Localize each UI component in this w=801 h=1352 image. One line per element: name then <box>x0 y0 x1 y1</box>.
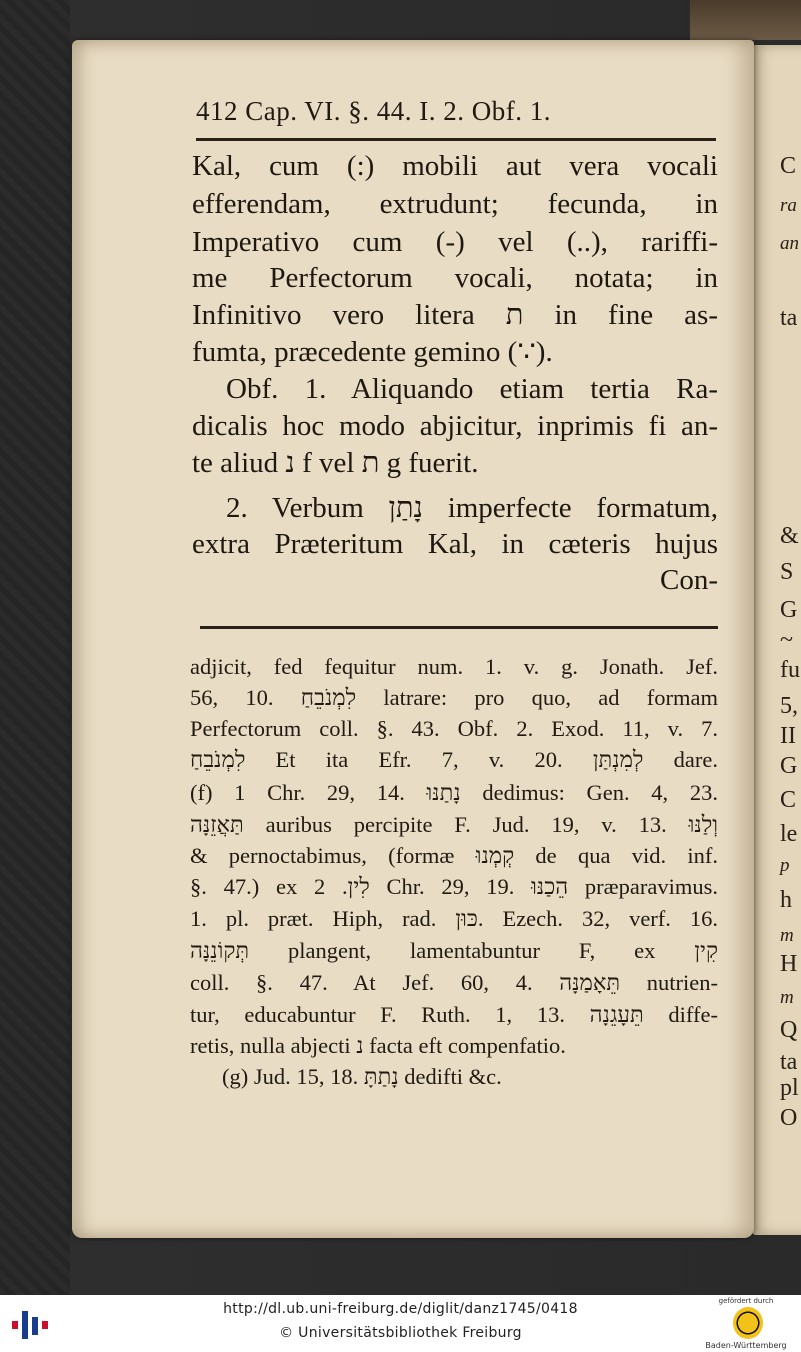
margin-fragment: fu <box>780 657 800 683</box>
text-line: 2. Verbum נָתַן imperfecte formatum, <box>226 492 718 524</box>
margin-fragment: G <box>780 753 798 779</box>
footnote-line: 56, 10. לִמְנֹבֵחַ latrare: pro quo, ad formam <box>190 685 719 710</box>
footnote-rule <box>200 626 718 629</box>
margin-fragment: O <box>780 1105 798 1131</box>
viewer-footer <box>0 1295 801 1352</box>
margin-fragment: h <box>780 887 792 913</box>
footnote-line: תְּקוֹנֵנָּה plangent, lamentabuntur F, ex קִין <box>190 938 718 963</box>
text-line: Infinitivo vero litera ת in fine as- <box>192 299 718 331</box>
margin-fragment: p <box>780 855 790 876</box>
footnote-line: תַּאֲזֵנָּה auribus percipite F. Jud. 19, v. 13. וְלַנּוּ <box>190 812 718 837</box>
text-line: te aliud נ f vel ת g fuerit. <box>192 447 479 479</box>
copyright-notice: © Universitätsbibliothek Freiburg <box>279 1325 522 1341</box>
footnote-line: coll. §. 47. At Jef. 60, 4. תֵּאָמַנָּה nutrien- <box>190 970 718 995</box>
permalink-url[interactable]: http://dl.ub.uni-freiburg.de/diglit/danz1745/0418 <box>223 1301 578 1317</box>
footnote-line: לִמְנֹבֵחַ Et ita Efr. 7, v. 20. לְמִנְתַּן dare. <box>190 747 719 772</box>
text-line: me Perfectorum vocali, notata; in <box>192 262 718 294</box>
text-line: Kal, cum (:) mobili aut vera vocali <box>192 150 718 182</box>
header-rule <box>196 138 716 141</box>
right-page-edge <box>752 45 801 1235</box>
footnote-line: retis, nulla abjecti נ facta eft compenfatio. <box>190 1033 566 1058</box>
margin-fragment: m <box>780 987 794 1008</box>
text-line: Obf. 1. Aliquando etiam tertia Ra- <box>226 373 718 405</box>
book-top-edge <box>690 0 801 40</box>
margin-fragment: le <box>780 821 798 847</box>
margin-fragment: C <box>780 787 797 813</box>
footnote-line: tur, educabuntur F. Ruth. 1, 13. תֵּעָגֵנָה diffe- <box>190 1002 718 1027</box>
margin-fragment: an <box>780 233 799 254</box>
book-spine <box>0 0 70 1295</box>
margin-fragment: G <box>780 597 798 623</box>
sponsor-logo <box>700 1297 792 1351</box>
text-line: efferendam, extrudunt; fecunda, in <box>192 188 718 220</box>
margin-fragment: m <box>780 925 794 946</box>
text-line: dicalis hoc modo abjicitur, inprimis fi an- <box>192 410 718 442</box>
margin-fragment: S <box>780 559 794 585</box>
margin-fragment: H <box>780 951 798 977</box>
footnote-line: 1. pl. præt. Hiph, rad. כּוּן. Ezech. 32, verf. 16. <box>190 906 718 931</box>
footnote-line: (f) 1 Chr. 29, 14. נָתַנּוּ dedimus: Gen. 4, 23. <box>190 780 718 805</box>
text-line: Imperativo cum (-) vel (..), rariffi- <box>192 226 718 258</box>
text-line: fumta, præcedente gemino (∵). <box>192 336 553 368</box>
catchword: Con- <box>660 564 718 596</box>
margin-fragment: & <box>780 523 799 549</box>
footnote-line: (g) Jud. 15, 18. נָתַתָּ dedifti &c. <box>222 1064 502 1089</box>
margin-fragment: pl <box>780 1075 799 1101</box>
state-seal-icon <box>733 1307 763 1339</box>
margin-fragment: 5, <box>780 693 798 719</box>
text-line: extra Præteritum Kal, in cæteris hujus <box>192 528 718 560</box>
margin-fragment: ta <box>780 1049 798 1075</box>
margin-fragment: C <box>780 153 797 179</box>
footnote-line: Perfectorum coll. §. 43. Obf. 2. Exod. 11, v. 7. <box>190 716 718 741</box>
margin-fragment: ta <box>780 305 798 331</box>
margin-fragment: Q <box>780 1017 798 1043</box>
margin-fragment: ra <box>780 195 797 216</box>
sponsor-name: Baden-Württemberg <box>705 1341 787 1350</box>
footnote-line: §. 47.) ex לִין. 2 Chr. 29, 19. הֵכַנּוּ præparavimus. <box>190 874 718 899</box>
footnote-line: & pernoctabimus, (formæ קְמְנוּ de qua vid. inf. <box>190 843 719 868</box>
sponsor-caption: gefördert durch <box>718 1297 774 1305</box>
margin-fragment: ~ <box>780 627 793 653</box>
footnote-line: adjicit, fed fequitur num. 1. v. g. Jonath. Jef. <box>190 654 718 679</box>
running-head: 412 Cap. VI. §. 44. I. 2. Obf. 1. <box>196 96 551 126</box>
margin-fragment: II <box>780 723 796 749</box>
